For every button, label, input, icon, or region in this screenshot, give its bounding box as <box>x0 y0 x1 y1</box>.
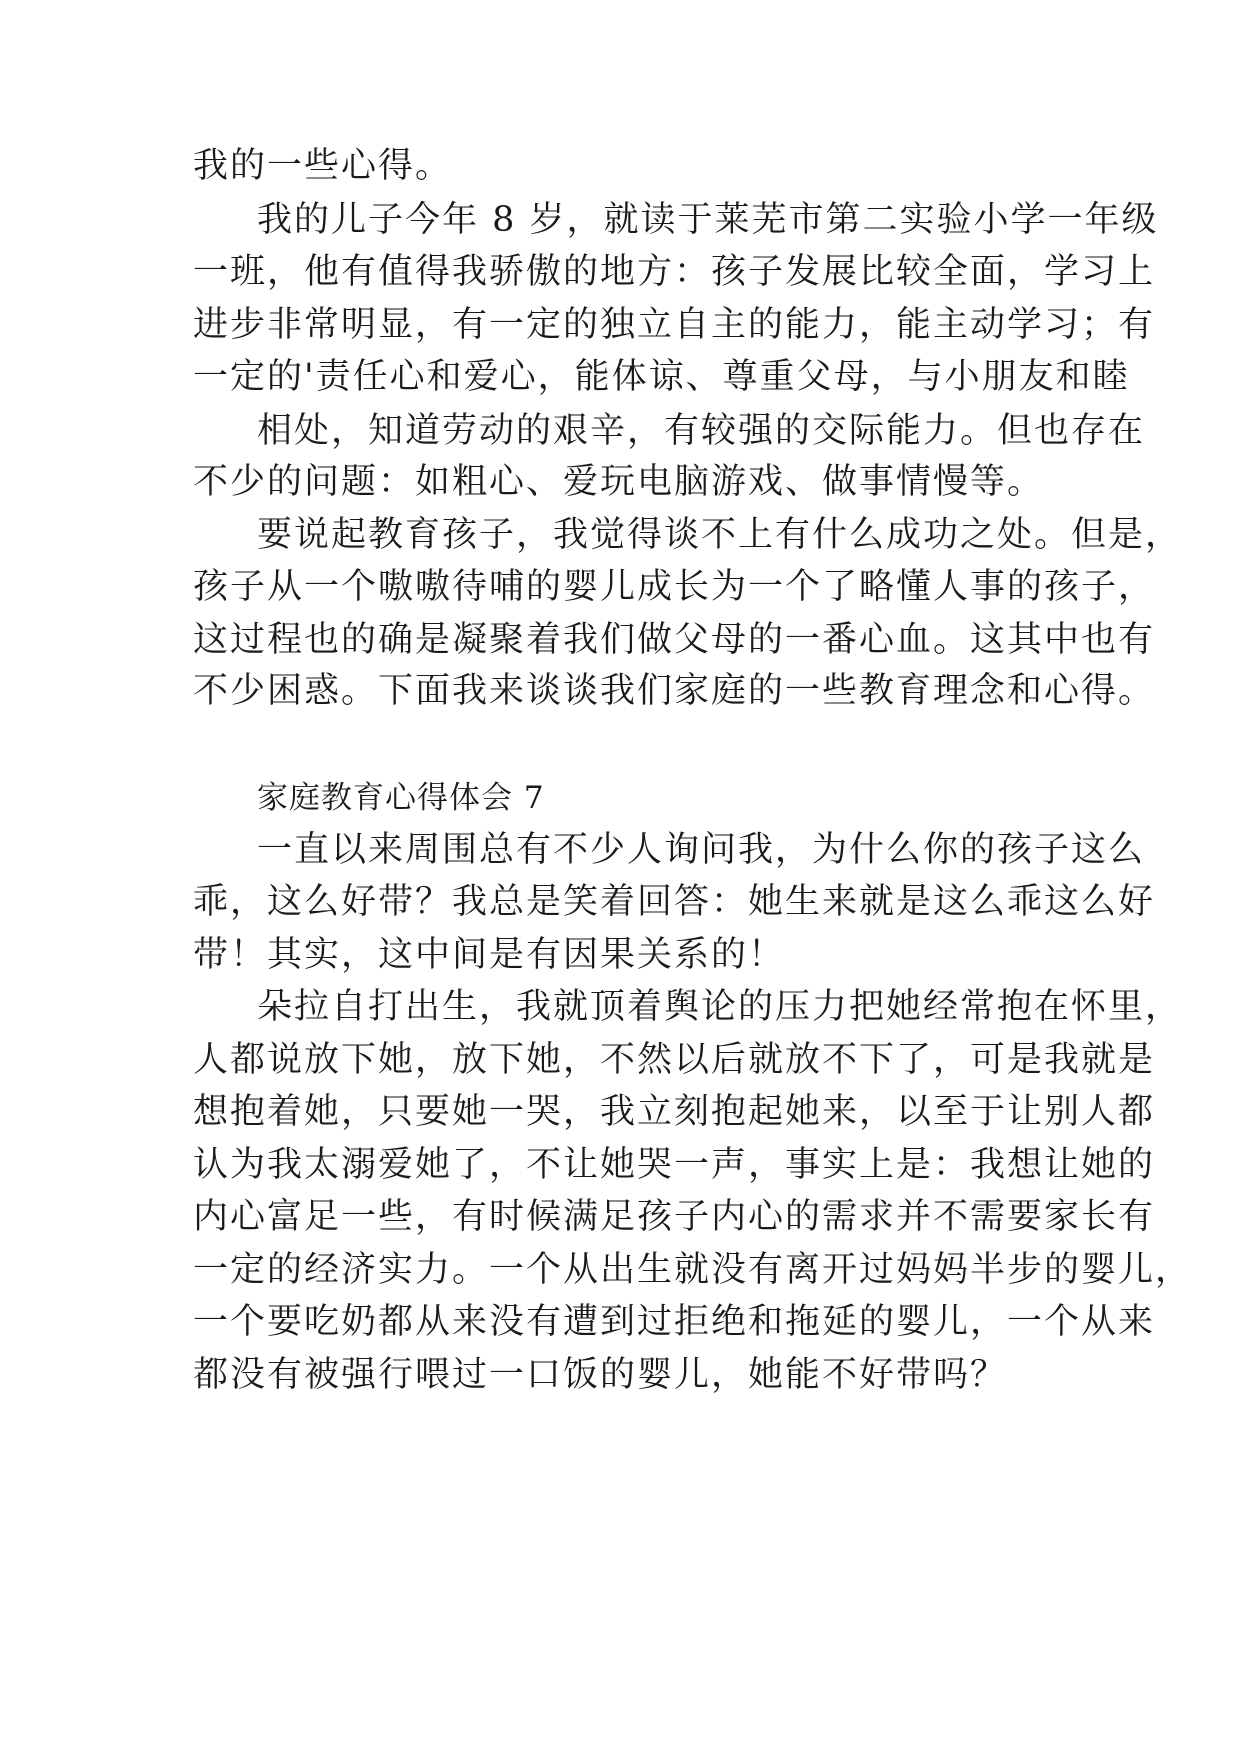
text-line: 一定的经济实力。一个从出生就没有离开过妈妈半步的婴儿， <box>193 1250 1193 1290</box>
paragraph-first-line: 朵拉自打出生，我就顶着舆论的压力把她经常抱在怀里， <box>257 987 1183 1027</box>
text-line: 一定的'责任心和爱心，能体谅、尊重父母，与小朋友和睦 <box>193 357 1130 397</box>
text-line: 一班，他有值得我骄傲的地方：孩子发展比较全面，学习上 <box>193 252 1156 292</box>
text-line: 不少困惑。下面我来谈谈我们家庭的一些教育理念和心得。 <box>193 671 1156 711</box>
text-line: 都没有被强行喂过一口饭的婴儿，她能不好带吗？ <box>193 1355 1008 1395</box>
paragraph-first-line: 一直以来周围总有不少人询问我，为什么你的孩子这么 <box>257 830 1146 870</box>
text-line: 不少的问题：如粗心、爱玩电脑游戏、做事情慢等。 <box>193 462 1045 502</box>
text-line: 内心富足一些，有时候满足孩子内心的需求并不需要家长有 <box>193 1197 1156 1237</box>
text-line: 我的一些心得。 <box>193 146 453 186</box>
text-line: 想抱着她，只要她一哭，我立刻抱起她来，以至于让别人都 <box>193 1092 1156 1132</box>
text-line: 认为我太溺爱她了，不让她哭一声，事实上是：我想让她的 <box>193 1145 1156 1185</box>
paragraph-first-line: 我的儿子今年 8 岁，就读于莱芜市第二实验小学一年级 <box>257 200 1159 240</box>
text-line: 带！其实，这中间是有因果关系的！ <box>193 935 786 975</box>
text-line: 进步非常明显，有一定的独立自主的能力，能主动学习；有 <box>193 305 1156 345</box>
text-line: 乖，这么好带？我总是笑着回答：她生来就是这么乖这么好 <box>193 882 1156 922</box>
text-line: 孩子从一个嗷嗷待哺的婴儿成长为一个了略懂人事的孩子， <box>193 567 1156 607</box>
paragraph-first-line: 要说起教育孩子，我觉得谈不上有什么成功之处。但是， <box>257 515 1183 555</box>
text-line: 这过程也的确是凝聚着我们做父母的一番心血。这其中也有 <box>193 620 1156 660</box>
paragraph-first-line: 相处，知道劳动的艰辛，有较强的交际能力。但也存在 <box>257 411 1146 451</box>
section-heading: 家庭教育心得体会 7 <box>257 780 545 816</box>
text-line: 人都说放下她，放下她，不然以后就放不下了，可是我就是 <box>193 1040 1156 1080</box>
text-line: 一个要吃奶都从来没有遭到过拒绝和拖延的婴儿，一个从来 <box>193 1302 1156 1342</box>
